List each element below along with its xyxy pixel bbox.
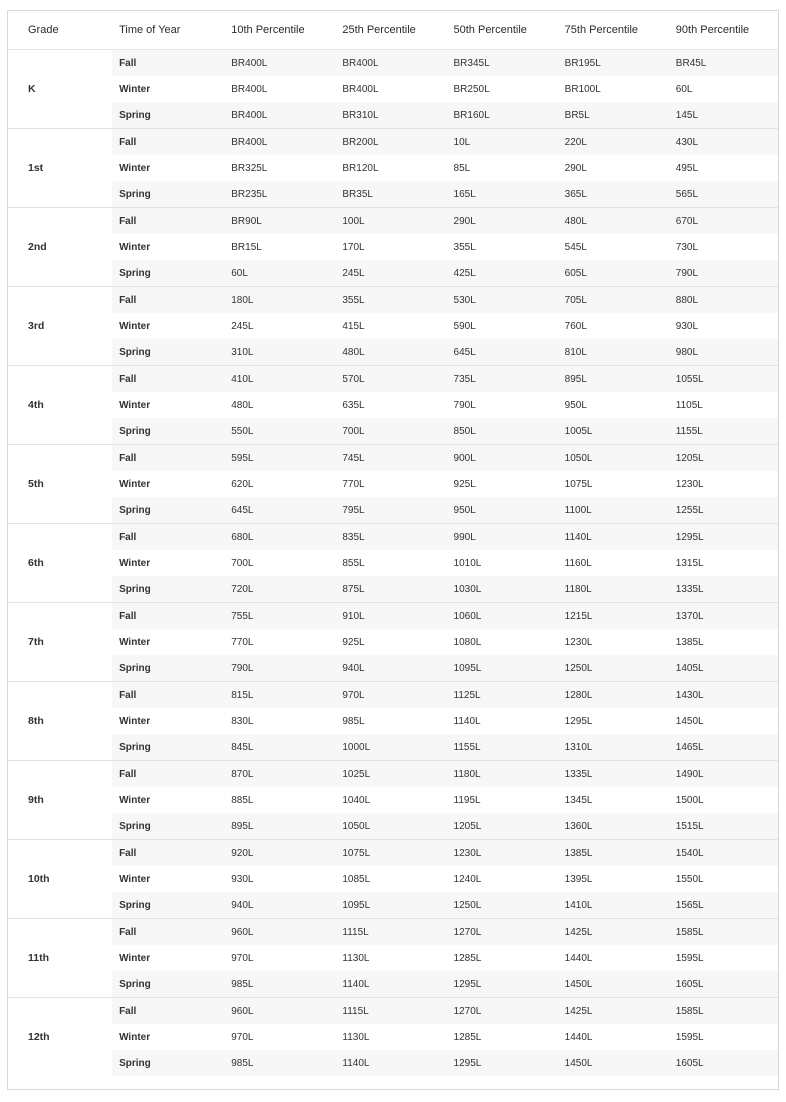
p10-value-cell: BR400L	[224, 50, 335, 77]
grade-cell: 3rd	[8, 287, 112, 366]
header-25th-percentile: 25th Percentile	[335, 11, 446, 50]
p50-value-cell: 1010L	[453, 557, 482, 569]
season-cell: Fall	[112, 524, 224, 551]
p75-value-cell: BR195L	[558, 50, 669, 77]
p90-value-cell: 880L	[669, 287, 779, 314]
p10-value-cell: 830L	[231, 715, 254, 727]
p50-value-cell: 1080L	[453, 636, 482, 648]
p25-value-cell: 1095L	[335, 892, 446, 919]
p75-value-cell: 1230L	[564, 636, 593, 648]
p75-value-cell: 1280L	[558, 682, 669, 709]
table-row	[8, 497, 779, 524]
table-row	[8, 129, 779, 156]
p10-value-cell: 620L	[231, 478, 254, 490]
p50-value-cell: 1295L	[447, 1050, 558, 1076]
p25-value-cell: 570L	[335, 366, 446, 393]
p50-value-cell: 10L	[447, 129, 558, 156]
season-cell: Spring	[112, 497, 224, 524]
season-cell: Winter	[119, 636, 151, 648]
p10-value-cell: BR90L	[224, 208, 335, 235]
table-row	[8, 892, 779, 919]
p75-value-cell: 605L	[558, 260, 669, 287]
season-cell: Fall	[112, 287, 224, 314]
p25-value-cell: BR400L	[342, 83, 379, 95]
p50-value-cell: BR250L	[453, 83, 490, 95]
table-row	[8, 366, 779, 393]
table-row	[8, 603, 779, 630]
p10-value-cell: 920L	[224, 840, 335, 867]
p75-value-cell: BR100L	[564, 83, 601, 95]
season-cell: Fall	[112, 603, 224, 630]
p75-value-cell: 1440L	[564, 1031, 593, 1043]
season-cell: Fall	[112, 998, 224, 1025]
p50-value-cell: 1240L	[453, 873, 482, 885]
p10-value-cell: 895L	[224, 813, 335, 840]
p90-value-cell: 1335L	[669, 576, 779, 603]
p50-value-cell: 925L	[453, 478, 476, 490]
p10-value-cell: 410L	[224, 366, 335, 393]
season-cell: Fall	[112, 50, 224, 77]
p25-value-cell: 1025L	[335, 761, 446, 788]
p90-value-cell: 1605L	[669, 971, 779, 998]
p10-value-cell: 960L	[224, 998, 335, 1025]
p50-value-cell: 1285L	[453, 952, 482, 964]
p90-value-cell: 930L	[675, 320, 699, 332]
p50-value-cell: 165L	[447, 181, 558, 208]
p25-value-cell: 1040L	[342, 794, 371, 806]
table-row	[8, 813, 779, 840]
p90-value-cell: 1205L	[669, 445, 779, 472]
season-cell: Spring	[112, 813, 224, 840]
p75-value-cell: 1100L	[558, 497, 669, 524]
p25-value-cell: 770L	[342, 478, 365, 490]
p90-value-cell: 1585L	[669, 998, 779, 1025]
p90-value-cell: 1565L	[669, 892, 779, 919]
grade-cell: 2nd	[8, 208, 112, 287]
table-row	[8, 313, 779, 339]
table-row	[8, 102, 779, 129]
p75-value-cell: 290L	[564, 162, 587, 174]
p50-value-cell: 1285L	[453, 1031, 482, 1043]
p10-value-cell: 720L	[224, 576, 335, 603]
p90-value-cell: 980L	[669, 339, 779, 366]
p90-value-cell: 1230L	[675, 478, 704, 490]
p10-value-cell: 790L	[224, 655, 335, 682]
p75-value-cell: 220L	[558, 129, 669, 156]
p90-value-cell: 1315L	[675, 557, 704, 569]
table-row	[8, 708, 779, 734]
p25-value-cell: 1140L	[335, 971, 446, 998]
table-row	[8, 761, 779, 788]
p90-value-cell: 1055L	[669, 366, 779, 393]
p10-value-cell: BR400L	[224, 129, 335, 156]
p90-value-cell: 145L	[669, 102, 779, 129]
season-cell: Winter	[119, 83, 151, 95]
season-cell: Spring	[112, 971, 224, 998]
table-row	[8, 971, 779, 998]
season-cell: Winter	[119, 478, 151, 490]
table-row	[8, 945, 779, 971]
p10-value-cell: 180L	[224, 287, 335, 314]
p50-value-cell: 735L	[447, 366, 558, 393]
table-row	[8, 445, 779, 472]
p50-value-cell: 290L	[447, 208, 558, 235]
season-cell: Spring	[112, 655, 224, 682]
p75-value-cell: 365L	[558, 181, 669, 208]
season-cell: Fall	[112, 208, 224, 235]
grade-cell: K	[8, 50, 112, 129]
table-row	[8, 181, 779, 208]
table-row	[8, 208, 779, 235]
p90-value-cell: 1385L	[675, 636, 704, 648]
p25-value-cell: 1130L	[342, 952, 370, 964]
lexile-percentile-table	[8, 11, 779, 1076]
season-cell: Fall	[112, 445, 224, 472]
header-10th-percentile: 10th Percentile	[224, 11, 335, 50]
p50-value-cell: 850L	[447, 418, 558, 445]
p25-value-cell: 415L	[342, 320, 365, 332]
p75-value-cell: 545L	[564, 241, 587, 253]
season-cell: Winter	[119, 1031, 151, 1043]
season-cell: Spring	[112, 418, 224, 445]
p50-value-cell: 1095L	[447, 655, 558, 682]
p75-value-cell: 1050L	[558, 445, 669, 472]
p10-value-cell: BR400L	[231, 83, 268, 95]
p10-value-cell: 310L	[224, 339, 335, 366]
p10-value-cell: 885L	[231, 794, 254, 806]
p10-value-cell: BR235L	[224, 181, 335, 208]
p25-value-cell: 1000L	[335, 734, 446, 761]
p10-value-cell: 845L	[224, 734, 335, 761]
p25-value-cell: BR310L	[335, 102, 446, 129]
p75-value-cell: 1385L	[558, 840, 669, 867]
p75-value-cell: 1160L	[564, 557, 592, 569]
season-cell: Fall	[112, 682, 224, 709]
p75-value-cell: BR5L	[558, 102, 669, 129]
p25-value-cell: 635L	[342, 399, 365, 411]
p25-value-cell: BR120L	[342, 162, 379, 174]
p25-value-cell: 170L	[342, 241, 365, 253]
p50-value-cell: BR160L	[447, 102, 558, 129]
header-50th-percentile: 50th Percentile	[447, 11, 558, 50]
p50-value-cell: 1205L	[447, 813, 558, 840]
p75-value-cell: 1295L	[564, 715, 593, 727]
p50-value-cell: 900L	[447, 445, 558, 472]
p50-value-cell: 1195L	[453, 794, 481, 806]
p25-value-cell: 940L	[335, 655, 446, 682]
p90-value-cell: 790L	[669, 260, 779, 287]
season-cell: Spring	[112, 181, 224, 208]
header-time-of-year: Time of Year	[112, 11, 224, 50]
grade-cell: 12th	[8, 998, 112, 1077]
p90-value-cell: 1605L	[669, 1050, 779, 1076]
table-row	[8, 866, 779, 892]
p75-value-cell: 1180L	[558, 576, 669, 603]
season-cell: Winter	[119, 794, 151, 806]
p25-value-cell: 1085L	[342, 873, 371, 885]
table-row	[8, 155, 779, 181]
grade-cell: 1st	[8, 129, 112, 208]
season-cell: Fall	[112, 129, 224, 156]
table-row	[8, 840, 779, 867]
p25-value-cell: BR200L	[335, 129, 446, 156]
p75-value-cell: 1410L	[558, 892, 669, 919]
season-cell: Winter	[119, 952, 151, 964]
table-body	[8, 50, 779, 1077]
p75-value-cell: 1250L	[558, 655, 669, 682]
p75-value-cell: 950L	[564, 399, 587, 411]
p10-value-cell: BR325L	[231, 162, 268, 174]
p50-value-cell: 1030L	[447, 576, 558, 603]
p50-value-cell: 1060L	[447, 603, 558, 630]
p50-value-cell: 85L	[453, 162, 471, 174]
table-row	[8, 524, 779, 551]
p75-value-cell: 810L	[558, 339, 669, 366]
p75-value-cell: 1440L	[564, 952, 593, 964]
p25-value-cell: 1115L	[335, 998, 446, 1025]
p10-value-cell: 480L	[231, 399, 254, 411]
table-row	[8, 576, 779, 603]
p90-value-cell: 1595L	[675, 1031, 704, 1043]
grade-cell: 6th	[8, 524, 112, 603]
p90-value-cell: 1430L	[669, 682, 779, 709]
p10-value-cell: 960L	[224, 919, 335, 946]
season-cell: Spring	[112, 576, 224, 603]
season-cell: Spring	[112, 734, 224, 761]
table-row	[8, 734, 779, 761]
season-cell: Winter	[119, 320, 151, 332]
table-row	[8, 550, 779, 576]
table-row	[8, 287, 779, 314]
p75-value-cell: 1425L	[558, 998, 669, 1025]
p25-value-cell: 1130L	[342, 1031, 370, 1043]
table-header	[8, 11, 779, 50]
p50-value-cell: BR345L	[447, 50, 558, 77]
p25-value-cell: 910L	[335, 603, 446, 630]
season-cell: Spring	[112, 260, 224, 287]
table-row	[8, 76, 779, 102]
p75-value-cell: 705L	[558, 287, 669, 314]
p90-value-cell: 1540L	[669, 840, 779, 867]
table-row	[8, 787, 779, 813]
table-row	[8, 234, 779, 260]
p75-value-cell: 1425L	[558, 919, 669, 946]
p75-value-cell: 1450L	[558, 971, 669, 998]
p75-value-cell: 1395L	[564, 873, 593, 885]
grade-cell: 10th	[8, 840, 112, 919]
season-cell: Winter	[119, 557, 151, 569]
grade-cell: 5th	[8, 445, 112, 524]
p90-value-cell: 60L	[675, 83, 693, 95]
p90-value-cell: 1465L	[669, 734, 779, 761]
table-row	[8, 418, 779, 445]
p90-value-cell: 1105L	[675, 399, 703, 411]
p25-value-cell: 480L	[335, 339, 446, 366]
p10-value-cell: 930L	[231, 873, 254, 885]
p75-value-cell: 1075L	[564, 478, 593, 490]
p10-value-cell: 815L	[224, 682, 335, 709]
season-cell: Winter	[119, 715, 151, 727]
p50-value-cell: 645L	[447, 339, 558, 366]
p90-value-cell: 565L	[669, 181, 779, 208]
p90-value-cell: 1595L	[675, 952, 704, 964]
p10-value-cell: 550L	[224, 418, 335, 445]
grade-cell: 7th	[8, 603, 112, 682]
season-cell: Winter	[119, 162, 151, 174]
table-row	[8, 1024, 779, 1050]
p75-value-cell: 480L	[558, 208, 669, 235]
p90-value-cell: 670L	[669, 208, 779, 235]
season-cell: Spring	[112, 1050, 224, 1076]
p25-value-cell: BR400L	[335, 50, 446, 77]
p75-value-cell: 760L	[564, 320, 587, 332]
season-cell: Spring	[112, 339, 224, 366]
p10-value-cell: 595L	[224, 445, 335, 472]
p25-value-cell: 700L	[335, 418, 446, 445]
table-row	[8, 392, 779, 418]
season-cell: Fall	[112, 366, 224, 393]
table-row	[8, 50, 779, 77]
p90-value-cell: 495L	[675, 162, 699, 174]
season-cell: Winter	[119, 399, 151, 411]
table-row	[8, 682, 779, 709]
p90-value-cell: 1450L	[675, 715, 704, 727]
header-row	[8, 11, 779, 50]
p50-value-cell: 530L	[447, 287, 558, 314]
p50-value-cell: 790L	[453, 399, 476, 411]
p90-value-cell: 730L	[675, 241, 699, 253]
season-cell: Spring	[112, 102, 224, 129]
table-row	[8, 629, 779, 655]
header-75th-percentile: 75th Percentile	[558, 11, 669, 50]
grade-cell: 9th	[8, 761, 112, 840]
p50-value-cell: 990L	[447, 524, 558, 551]
p25-value-cell: 745L	[335, 445, 446, 472]
p75-value-cell: 1310L	[558, 734, 669, 761]
p10-value-cell: BR15L	[231, 241, 262, 253]
p10-value-cell: 755L	[224, 603, 335, 630]
table-row	[8, 339, 779, 366]
p25-value-cell: 355L	[335, 287, 446, 314]
p50-value-cell: 1295L	[447, 971, 558, 998]
p90-value-cell: 1500L	[675, 794, 704, 806]
table-row	[8, 655, 779, 682]
p50-value-cell: 1155L	[447, 734, 558, 761]
lexile-table-container	[7, 10, 779, 1090]
p50-value-cell: 1250L	[447, 892, 558, 919]
p50-value-cell: 1125L	[447, 682, 558, 709]
p25-value-cell: 855L	[342, 557, 365, 569]
p25-value-cell: 1050L	[335, 813, 446, 840]
p75-value-cell: 1335L	[558, 761, 669, 788]
p90-value-cell: 1295L	[669, 524, 779, 551]
p75-value-cell: 1140L	[558, 524, 669, 551]
season-cell: Winter	[119, 241, 151, 253]
p10-value-cell: 870L	[224, 761, 335, 788]
grade-cell: 8th	[8, 682, 112, 761]
season-cell: Fall	[112, 919, 224, 946]
p50-value-cell: 355L	[453, 241, 476, 253]
p90-value-cell: 1255L	[669, 497, 779, 524]
p90-value-cell: BR45L	[669, 50, 779, 77]
p90-value-cell: 1405L	[669, 655, 779, 682]
p75-value-cell: 1215L	[558, 603, 669, 630]
p10-value-cell: 970L	[231, 952, 254, 964]
table-row	[8, 1050, 779, 1076]
header-90th-percentile: 90th Percentile	[669, 11, 779, 50]
p50-value-cell: 1270L	[447, 919, 558, 946]
p25-value-cell: 835L	[335, 524, 446, 551]
p50-value-cell: 590L	[453, 320, 476, 332]
p50-value-cell: 1230L	[447, 840, 558, 867]
p90-value-cell: 1515L	[669, 813, 779, 840]
p75-value-cell: 895L	[558, 366, 669, 393]
p10-value-cell: 770L	[231, 636, 254, 648]
p25-value-cell: 1140L	[335, 1050, 446, 1076]
p25-value-cell: 1115L	[335, 919, 446, 946]
p25-value-cell: 245L	[335, 260, 446, 287]
grade-cell: 11th	[8, 919, 112, 998]
p90-value-cell: 1490L	[669, 761, 779, 788]
table-row	[8, 919, 779, 946]
p25-value-cell: 970L	[335, 682, 446, 709]
season-cell: Winter	[119, 873, 151, 885]
p10-value-cell: 645L	[224, 497, 335, 524]
p50-value-cell: 425L	[447, 260, 558, 287]
p25-value-cell: 875L	[335, 576, 446, 603]
p10-value-cell: 700L	[231, 557, 254, 569]
p75-value-cell: 1345L	[564, 794, 593, 806]
p10-value-cell: BR400L	[224, 102, 335, 129]
p10-value-cell: 940L	[224, 892, 335, 919]
p25-value-cell: 100L	[335, 208, 446, 235]
p25-value-cell: 795L	[335, 497, 446, 524]
p10-value-cell: 680L	[224, 524, 335, 551]
p10-value-cell: 60L	[224, 260, 335, 287]
p25-value-cell: 1075L	[335, 840, 446, 867]
season-cell: Fall	[112, 840, 224, 867]
p75-value-cell: 1005L	[558, 418, 669, 445]
season-cell: Fall	[112, 761, 224, 788]
p25-value-cell: 985L	[342, 715, 365, 727]
p10-value-cell: 985L	[224, 1050, 335, 1076]
p25-value-cell: BR35L	[335, 181, 446, 208]
table-row	[8, 998, 779, 1025]
p50-value-cell: 1140L	[453, 715, 481, 727]
p10-value-cell: 970L	[231, 1031, 254, 1043]
p25-value-cell: 925L	[342, 636, 365, 648]
p90-value-cell: 1155L	[669, 418, 779, 445]
p90-value-cell: 430L	[669, 129, 779, 156]
p90-value-cell: 1370L	[669, 603, 779, 630]
p90-value-cell: 1585L	[669, 919, 779, 946]
p50-value-cell: 1180L	[447, 761, 558, 788]
header-grade: Grade	[8, 11, 112, 50]
p75-value-cell: 1360L	[558, 813, 669, 840]
p50-value-cell: 1270L	[447, 998, 558, 1025]
p50-value-cell: 950L	[447, 497, 558, 524]
season-cell: Spring	[112, 892, 224, 919]
p75-value-cell: 1450L	[558, 1050, 669, 1076]
grade-cell: 4th	[8, 366, 112, 445]
table-row	[8, 260, 779, 287]
p10-value-cell: 985L	[224, 971, 335, 998]
p10-value-cell: 245L	[231, 320, 254, 332]
p90-value-cell: 1550L	[675, 873, 704, 885]
table-row	[8, 471, 779, 497]
